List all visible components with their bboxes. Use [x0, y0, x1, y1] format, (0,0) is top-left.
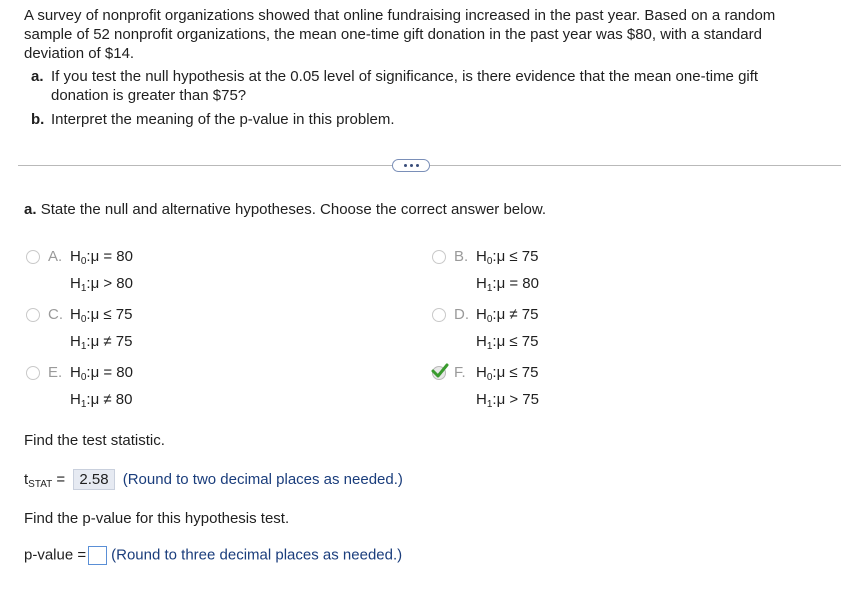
null-hypothesis: :μ ≠ 75 — [492, 306, 539, 323]
h-symbol: H — [476, 275, 487, 292]
h1-subscript: 1 — [486, 341, 493, 352]
hypothesis-pair — [70, 362, 133, 416]
hypothesis-pair — [70, 246, 133, 300]
part-a-prompt — [24, 201, 546, 218]
option-a[interactable] — [26, 248, 133, 300]
radio-button[interactable] — [26, 366, 40, 380]
radio-button[interactable] — [432, 308, 446, 322]
dot-icon — [416, 164, 419, 167]
h0-subscript: 0 — [80, 256, 87, 267]
null-hypothesis: :μ = 80 — [86, 248, 133, 265]
question-a-label: a. — [31, 68, 44, 85]
dot-icon — [410, 164, 413, 167]
h-symbol: H — [70, 275, 81, 292]
h-symbol: H — [476, 364, 487, 381]
expand-more-button[interactable] — [392, 159, 430, 172]
h0-subscript: 0 — [486, 314, 493, 325]
tstat-answer: 2.58 — [73, 469, 114, 490]
h-symbol: H — [70, 391, 81, 408]
option-letter: B. — [454, 248, 469, 265]
h1-subscript: 1 — [486, 399, 493, 410]
alternative-hypothesis: :μ > 80 — [86, 275, 133, 292]
null-hypothesis: :μ = 80 — [86, 364, 133, 381]
part-a-label: a. — [24, 201, 37, 218]
find-pvalue-prompt: Find the p-value for this hypothesis test. — [24, 510, 290, 527]
radio-button[interactable] — [26, 250, 40, 264]
h-symbol: H — [70, 306, 81, 323]
find-test-statistic-prompt: Find the test statistic. — [24, 432, 165, 449]
alternative-hypothesis: :μ ≠ 75 — [86, 333, 133, 350]
h-symbol: H — [476, 333, 487, 350]
option-d[interactable] — [432, 306, 538, 358]
h0-subscript: 0 — [486, 256, 493, 267]
option-f[interactable] — [432, 364, 539, 416]
tstat-hint: (Round to two decimal places as needed.) — [122, 471, 403, 488]
hypothesis-pair — [476, 362, 539, 416]
pvalue-hint: (Round to three decimal places as needed.) — [111, 546, 403, 564]
pvalue-label: p-value = — [24, 546, 87, 564]
h1-subscript: 1 — [80, 399, 87, 410]
pvalue-row — [24, 546, 402, 565]
h1-subscript: 1 — [80, 341, 87, 352]
alternative-hypothesis: :μ = 80 — [492, 275, 539, 292]
hypothesis-pair — [476, 304, 538, 358]
radio-button[interactable] — [26, 308, 40, 322]
radio-button-selected[interactable] — [432, 366, 446, 380]
h-symbol: H — [70, 248, 81, 265]
option-c[interactable] — [26, 306, 132, 358]
h-symbol: H — [70, 364, 81, 381]
radio-button[interactable] — [432, 250, 446, 264]
question-a — [31, 67, 801, 105]
question-b-label: b. — [31, 111, 45, 128]
option-letter: A. — [48, 248, 63, 265]
question-b-text: Interpret the meaning of the p-value in this problem. — [51, 111, 395, 128]
h0-subscript: 0 — [80, 314, 87, 325]
h-symbol: H — [476, 248, 487, 265]
alternative-hypothesis: :μ > 75 — [492, 391, 539, 408]
option-letter: D. — [454, 306, 469, 323]
option-letter: C. — [48, 306, 63, 323]
option-b[interactable] — [432, 248, 539, 300]
question-a-text: If you test the null hypothesis at the 0.05 level of significance, is there evidence that the mean one-time gift donation is greater than $75? — [51, 68, 759, 104]
pvalue-input[interactable] — [88, 546, 107, 565]
alternative-hypothesis: :μ ≠ 80 — [86, 391, 133, 408]
checkmark-icon — [431, 363, 449, 379]
null-hypothesis: :μ ≤ 75 — [86, 306, 133, 323]
h-symbol: H — [70, 333, 81, 350]
null-hypothesis: :μ ≤ 75 — [492, 248, 539, 265]
h0-subscript: 0 — [80, 372, 87, 383]
question-b — [31, 110, 395, 129]
alternative-hypothesis: :μ ≤ 75 — [492, 333, 539, 350]
part-a-text: State the null and alternative hypotheses. Choose the correct answer below. — [40, 201, 546, 218]
option-letter: E. — [48, 364, 63, 381]
dot-icon — [404, 164, 407, 167]
hypothesis-pair — [70, 304, 132, 358]
h-symbol: H — [476, 306, 487, 323]
tstat-label: $t_{STAT}$ = — [24, 471, 70, 490]
h0-subscript: 0 — [486, 372, 493, 383]
tstat-row — [24, 469, 403, 490]
null-hypothesis: :μ ≤ 75 — [492, 364, 539, 381]
h1-subscript: 1 — [486, 283, 493, 294]
h-symbol: H — [476, 391, 487, 408]
problem-statement: A survey of nonprofit organizations showed that online fundraising increased in the past year. Based on a random sample of 52 nonprofit organizations, the mean one-time gift donation in the past year was $80, with a standard deviation of $14. — [24, 7, 776, 62]
h1-subscript: 1 — [80, 283, 87, 294]
hypothesis-pair — [476, 246, 539, 300]
option-letter: F. — [454, 364, 466, 381]
option-e[interactable] — [26, 364, 133, 416]
